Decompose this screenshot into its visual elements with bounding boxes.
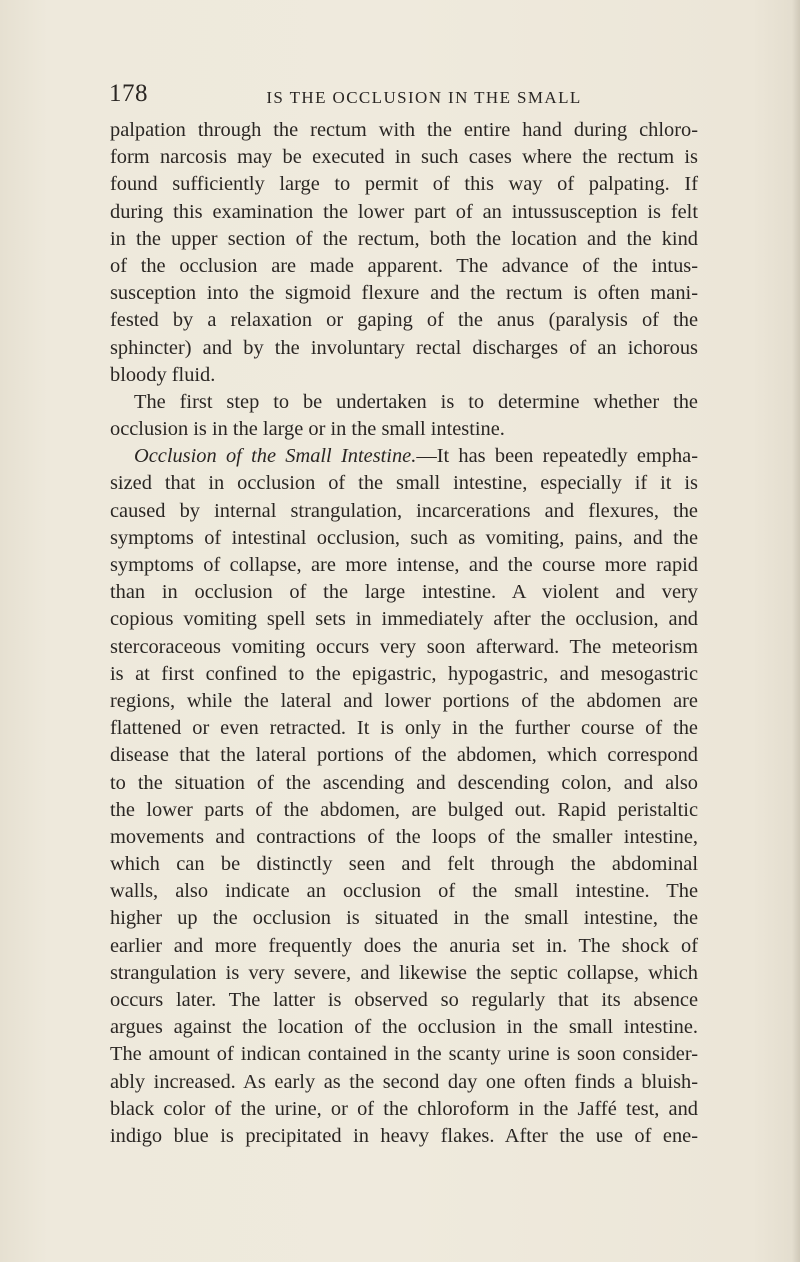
text-line: bloody fluid. <box>110 363 216 386</box>
text-line: occurs later. The latter is observed so regularly that its absence <box>110 989 698 1011</box>
text-line: palpation through the rectum with the entire hand during chloro- <box>110 119 698 141</box>
text-line: earlier and more frequently does the anuria set in. The shock of <box>110 934 698 957</box>
text-line: to the situation of the ascending and descending colon, and also <box>110 771 698 794</box>
text-line: strangulation is very severe, and likewise the septic collapse, which <box>110 961 698 984</box>
text-line: copious vomiting spell sets in immediately after the occlusion, and <box>110 608 698 631</box>
text-line: sphincter) and by the involuntary rectal discharges of an ichorous <box>110 336 698 359</box>
text-line: disease that the lateral portions of the abdomen, which correspond <box>110 744 698 767</box>
text-line: The amount of indican contained in the scanty urine is soon consider- <box>110 1043 698 1066</box>
text-line: of the occlusion are made apparent. The advance of the intus- <box>110 254 698 277</box>
text-line: indigo blue is precipitated in heavy flakes. After the use of ene- <box>110 1124 698 1147</box>
text-line: ably increased. As early as the second day one often finds a bluish- <box>110 1070 698 1093</box>
text-line: The first step to be undertaken is to determine whether the <box>134 390 698 413</box>
text-line: which can be distinctly seen and felt through the abdominal <box>110 853 698 876</box>
text-line: regions, while the lateral and lower portions of the abdomen are <box>110 689 698 712</box>
page-number: 178 <box>109 80 148 107</box>
text-line: flattened or even retracted. It is only in the further course of the <box>110 717 698 740</box>
text-line: form narcosis may be executed in such cases where the rectum is <box>110 146 698 169</box>
section-heading-continuation: —It has been repeatedly empha- <box>416 445 698 468</box>
text-line: caused by internal strangulation, incarcerations and flexures, the <box>110 499 698 522</box>
text-line: sized that in occlusion of the small intestine, especially if it is <box>110 472 698 495</box>
running-head: IS THE OCCLUSION IN THE SMALL <box>266 88 582 107</box>
text-line: found sufficiently large to permit of this way of palpating. If <box>110 173 698 196</box>
text-line: during this examination the lower part of an intussusception is felt <box>110 200 698 223</box>
body-text <box>110 117 698 1150</box>
text-line: is at first confined to the epigastric, hypogastric, and mesogastric <box>110 662 698 685</box>
text-line: higher up the occlusion is situated in the small intestine, the <box>110 907 698 930</box>
section-heading-line <box>110 443 698 470</box>
text-line: movements and contractions of the loops of the smaller intestine, <box>110 825 698 848</box>
text-line: than in occlusion of the large intestine. A violent and very <box>110 581 698 604</box>
page-edge-shadow <box>792 0 800 1262</box>
text-line: symptoms of intestinal occlusion, such as vomiting, pains, and the <box>110 526 698 549</box>
page-header <box>109 80 699 116</box>
text-line: fested by a relaxation or gaping of the anus (paralysis of the <box>110 309 698 332</box>
text-line: the lower parts of the abdomen, are bulged out. Rapid peristaltic <box>110 798 698 821</box>
text-line: walls, also indicate an occlusion of the small intestine. The <box>110 880 698 903</box>
text-line: black color of the urine, or of the chloroform in the Jaffé test, and <box>110 1097 698 1120</box>
text-line: argues against the location of the occlusion in the small intestine. <box>110 1016 698 1039</box>
section-heading: Occlusion of the Small Intestine. <box>134 445 417 468</box>
text-line: symptoms of collapse, are more intense, and the course more rapid <box>110 554 698 576</box>
text-line: occlusion is in the large or in the small intestine. <box>110 418 505 441</box>
text-line: susception into the sigmoid flexure and the rectum is often mani- <box>110 282 698 305</box>
text-line: in the upper section of the rectum, both the location and the kind <box>110 227 698 250</box>
text-line: stercoraceous vomiting occurs very soon afterward. The meteorism <box>110 635 698 658</box>
